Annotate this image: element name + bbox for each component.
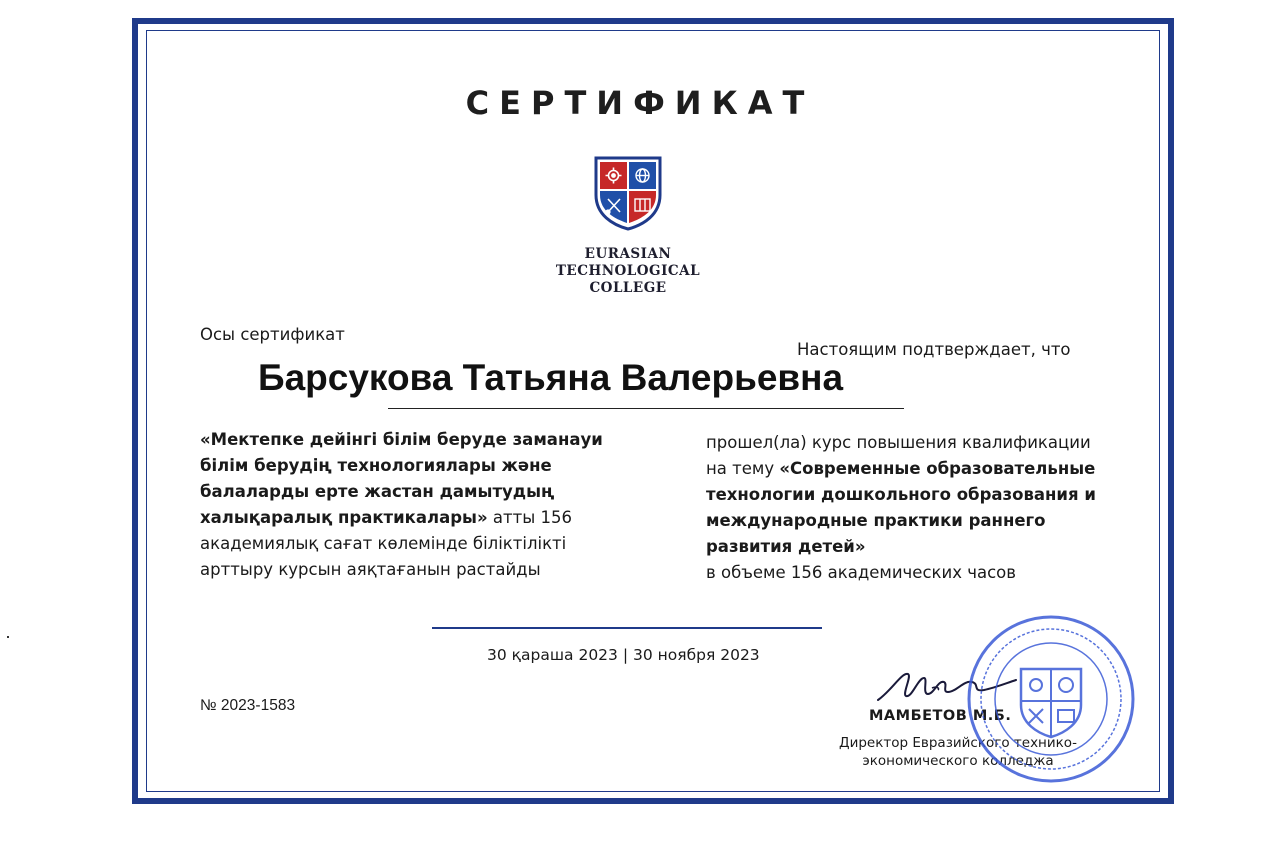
recipient-underline [388,408,904,409]
course-details-ru: в объеме 156 академических часов [706,563,1016,582]
course-title-ru: «Современные образовательные технологии дошкольного образования и международные практики раннего развития детей» [706,459,1096,556]
course-title-kz: «Мектепке дейінгі білім беруде заманауи білім берудің технологиялары және балаларды ерте жастан дамытудың халықаралық практикалары» [200,430,603,527]
course-text-ru [706,430,1106,586]
signatory-role-line1: Директор Евразийского технико- [839,735,1077,751]
course-details-kz: атты 156 академиялық сағат көлемінде біліктілікті арттыру курсын аяқтағанын растайды [200,508,572,579]
certificate-title: СЕРТИФИКАТ [465,84,815,122]
college-name-line3: COLLEGE [589,280,667,296]
issue-date: 30 қараша 2023 | 30 ноября 2023 [487,646,760,664]
signatory-role-line2: экономического колледжа [862,753,1054,769]
signatory-name: МАМБЕТОВ М.Б. [869,708,1012,724]
college-name-line2: TECHNOLOGICAL [555,263,701,279]
date-divider [432,627,822,629]
recipient-name: Барсукова Татьяна Валерьевна [258,357,844,398]
college-name-line1: EURASIAN [584,246,672,262]
certificate-number: № 2023-1583 [200,697,296,714]
shield-logo-icon [593,155,663,231]
intro-kz: Осы сертификат [200,325,345,344]
course-text-kz [200,427,630,583]
scan-speck [7,636,9,638]
stamp-icon [965,613,1137,785]
college-name [530,246,726,297]
intro-ru: Настоящим подтверждает, что [797,340,1071,359]
course-lead-ru: прошел(ла) курс повышения квалификации на тему [706,433,1091,478]
